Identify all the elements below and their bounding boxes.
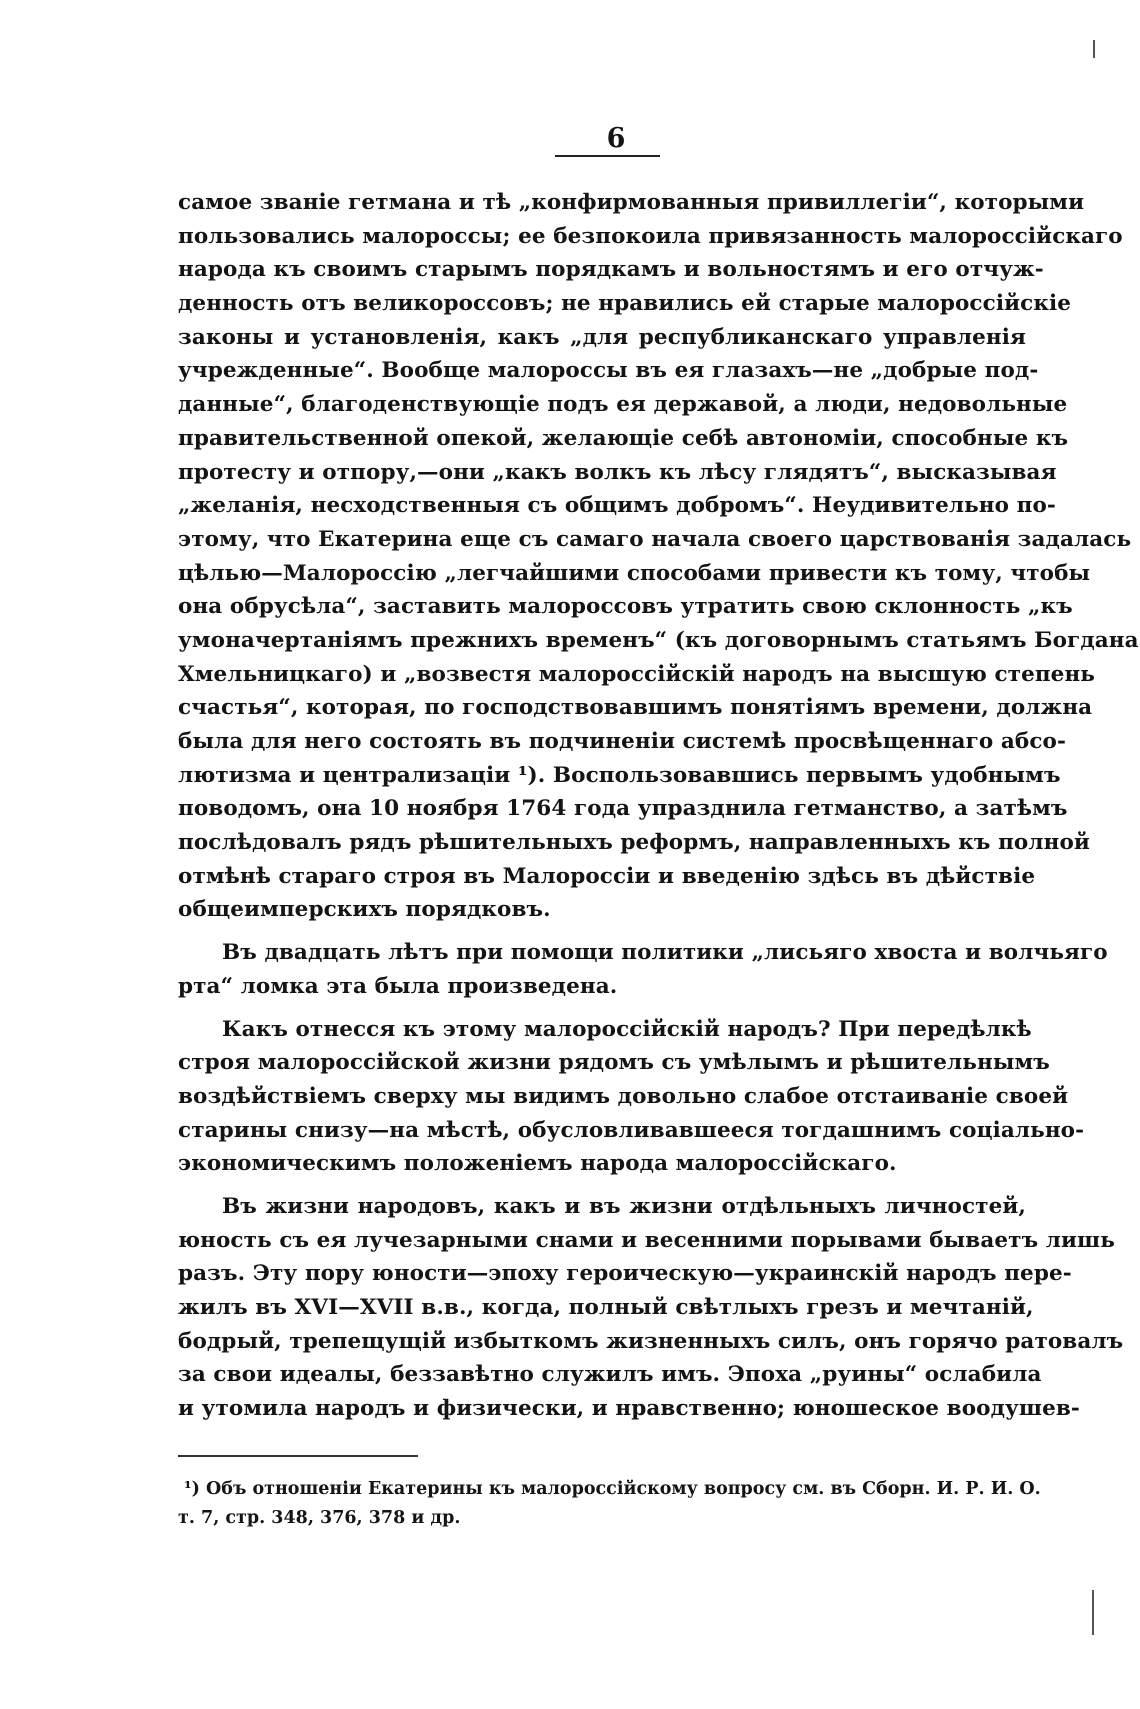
text-line: правительственной опекой, желающіе себѣ автономіи, способные къ	[178, 425, 1069, 451]
text-line: Въ жизни народовъ, какъ и въ жизни отдѣльныхъ личностей,	[222, 1193, 1026, 1219]
scan-edge-mark	[1092, 1590, 1094, 1635]
text-line: денность отъ великороссовъ; не нравились ей старые малороссійскіе	[178, 291, 1071, 317]
text-line: жилъ въ XVI—XVII в.в., когда, полный свѣтлыхъ грезъ и мечтаній,	[178, 1295, 1034, 1320]
page-number: 6	[606, 123, 626, 154]
text-line: и утомила народъ и физически, и нравственно; юношеское воодушев-	[178, 1396, 1080, 1422]
footnote-line: т. 7, стр. 348, 376, 378 и др.	[178, 1508, 461, 1528]
text-line: цѣлью—Малороссію „легчайшими способами привести къ тому, чтобы	[178, 560, 1091, 586]
text-line: воздѣйствіемъ сверху мы видимъ довольно слабое отстаиваніе своей	[178, 1083, 1069, 1109]
text-line: „желанія, несходственныя съ общимъ добромъ“. Неудивительно по-	[178, 493, 1056, 519]
paragraph-3	[178, 1013, 1085, 1181]
text-line: Хмельницкаго) и „возвестя малороссійскій народъ на высшую степень	[178, 661, 1095, 687]
text-line: умоначертаніямъ прежнихъ временъ“ (къ договорнымъ статьямъ Богдана	[178, 627, 1139, 653]
text-line: она обрусѣла“, заставить малороссовъ утратить свою склонность „къ	[178, 594, 1073, 620]
paragraph-1	[178, 186, 1139, 927]
scan-edge-mark	[1093, 40, 1095, 58]
text-line: этому, что Екатерина еще съ самаго начала своего царствованія задалась	[178, 526, 1132, 552]
body-text	[178, 186, 1139, 1426]
text-line: за свои идеалы, беззавѣтно служилъ имъ. Эпоха „руины“ ослабила	[178, 1362, 1042, 1388]
text-line: разъ. Эту пору юности—эпоху героическую—украинскій народъ пере-	[178, 1261, 1072, 1287]
text-line: старины снизу—на мѣстѣ, обусловливавшееся тогдашнимъ соціально-	[178, 1117, 1085, 1143]
text-line: бодрый, трепещущій избыткомъ жизненныхъ силъ, онъ горячо ратовалъ	[178, 1328, 1124, 1354]
text-line: экономическимъ положеніемъ народа малороссійскаго.	[178, 1151, 897, 1177]
text-line: Какъ отнесся къ этому малороссійскій народъ? При передѣлкѣ	[222, 1016, 1032, 1042]
text-line: народа къ своимъ старымъ порядкамъ и вольностямъ и его отчуж-	[178, 257, 1044, 283]
text-line: пользовались малороссы; ее безпокоила привязанность малороссійскаго	[178, 223, 1123, 249]
footnote-line: ¹) Объ отношеніи Екатерины къ малороссійскому вопросу см. въ Сборн. И. Р. И. О.	[184, 1479, 1041, 1499]
text-line: протесту и отпору,—они „какъ волкъ къ лѣсу глядятъ“, высказывая	[178, 459, 1057, 485]
text-line: общеимперскихъ порядковъ.	[178, 897, 551, 923]
text-line: рта“ ломка эта была произведена.	[178, 973, 618, 999]
text-line: послѣдовалъ рядъ рѣшительныхъ реформъ, направленныхъ къ полной	[178, 830, 1090, 856]
text-line: отмѣнѣ стараго строя въ Малороссіи и введенію здѣсь въ дѣйствіе	[178, 863, 1036, 889]
text-line: самое званіе гетмана и тѣ „конфирмованныя привиллегіи“, которыми	[178, 190, 1085, 215]
text-line: данные“, благоденствующіе подъ ея державой, а люди, недовольные	[178, 392, 1068, 418]
text-line: строя малороссійской жизни рядомъ съ умѣлымъ и рѣшительнымъ	[178, 1050, 1050, 1076]
footnotes	[178, 1475, 1041, 1533]
text-line: Въ двадцать лѣтъ при помощи политики „лисьяго хвоста и волчьяго	[222, 940, 1108, 966]
text-line: счастья“, которая, по господствовавшимъ понятіямъ времени, должна	[178, 695, 1093, 721]
paragraph-4	[178, 1190, 1124, 1426]
text-line: поводомъ, она 10 ноября 1764 года упразднила гетманство, а затѣмъ	[178, 796, 1068, 822]
text-line: законы и установленія, какъ „для республиканскаго управленія	[178, 324, 1026, 350]
page-number-rule	[555, 155, 660, 157]
paragraph-2	[178, 936, 1108, 1003]
text-line: юность съ ея лучезарными снами и весенними порывами бываетъ лишь	[178, 1227, 1115, 1253]
text-line: лютизма и централизаціи ¹). Воспользовавшись первымъ удобнымъ	[178, 762, 1061, 788]
text-line: учрежденные“. Вообще малороссы въ ея глазахъ—не „добрые под-	[178, 358, 1039, 384]
footnote-rule	[178, 1455, 418, 1457]
text-line: была для него состоять въ подчиненіи системѣ просвѣщеннаго абсо-	[178, 729, 1067, 754]
